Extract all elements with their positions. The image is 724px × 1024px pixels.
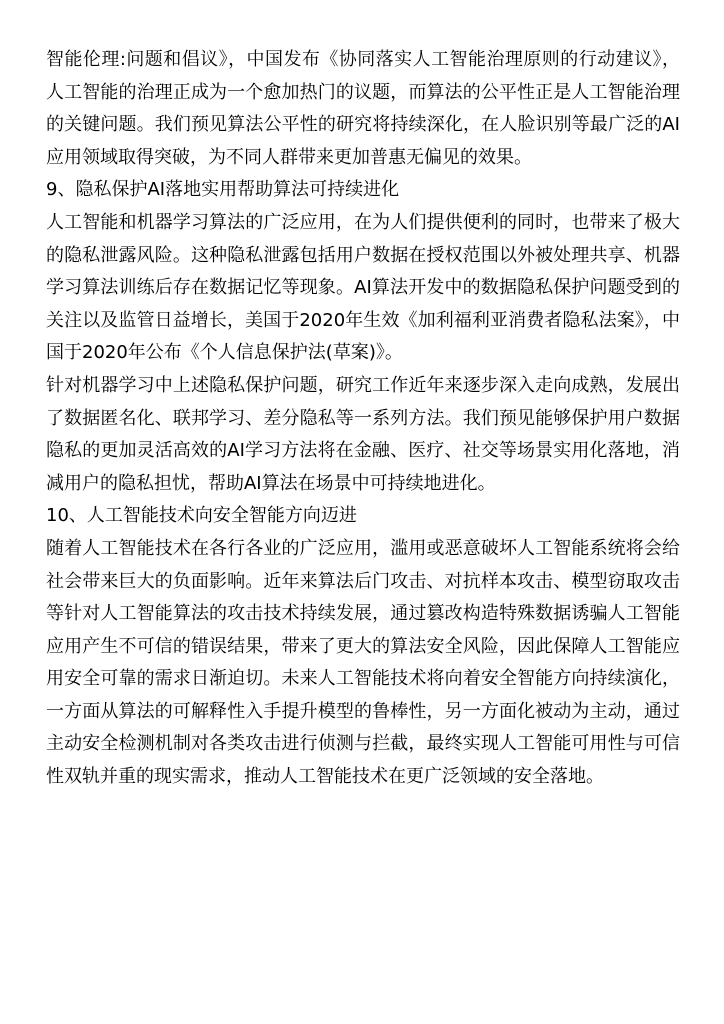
paragraph-privacy-risk: 人工智能和机器学习算法的广泛应用，在为人们提供便利的同时，也带来了极大的隐私泄露风险。这种隐私泄露包括用户数据在授权范围以外被处理共享、机器学习算法训练后存在数据记忆等现象。AI算法开发中的数据隐私保护问题受到的关注以及监管日益增长，美国于2020年生效《加利福利亚消费者隐私法案》，中国于2020年公布《个人信息保护法(草案)》。 <box>46 211 680 364</box>
paragraph-ai-governance: 智能伦理:问题和倡议》，中国发布《协同落实人工智能治理原则的行动建议》，人工智能的治理正成为一个愈加热门的议题，而算法的公平性正是人工智能治理的关键问题。我们预见算法公平性的研究将持续深化，在人脸识别等最广泛的AI应用领域取得突破，为不同人群带来更加普惠无偏见的效果。 <box>46 49 680 168</box>
section-heading-security: 10、人工智能技术向安全智能方向迈进 <box>46 505 357 527</box>
document-page <box>46 44 680 794</box>
paragraph-privacy-methods: 针对机器学习中上述隐私保护问题，研究工作近年来逐步深入走向成熟，发展出了数据匿名化、联邦学习、差分隐私等一系列方法。我们预见能够保护用户数据隐私的更加灵活高效的AI学习方法将在金融、医疗、社交等场景实用化落地，消减用户的隐私担忧，帮助AI算法在场景中可持续地进化。 <box>46 374 680 494</box>
paragraph-security: 随着人工智能技术在各行各业的广泛应用，滥用或恶意破坏人工智能系统将会给社会带来巨大的负面影响。近年来算法后门攻击、对抗样本攻击、模型窃取攻击等针对人工智能算法的攻击技术持续发展，通过篡改构造特殊数据诱骗人工智能应用产生不可信的错误结果，带来了更大的算法安全风险，因此保障人工智能应用安全可靠的需求日渐迫切。未来人工智能技术将向着安全智能方向持续演化，一方面从算法的可解释性入手提升模型的鲁棒性，另一方面化被动为主动，通过主动安全检测机制对各类攻击进行侦测与拦截，最终实现人工智能可用性与可信性双轨并重的现实需求，推动人工智能技术在更广泛领域的安全落地。 <box>46 537 680 788</box>
section-heading-privacy: 9、隐私保护AI落地实用帮助算法可持续进化 <box>46 179 400 201</box>
